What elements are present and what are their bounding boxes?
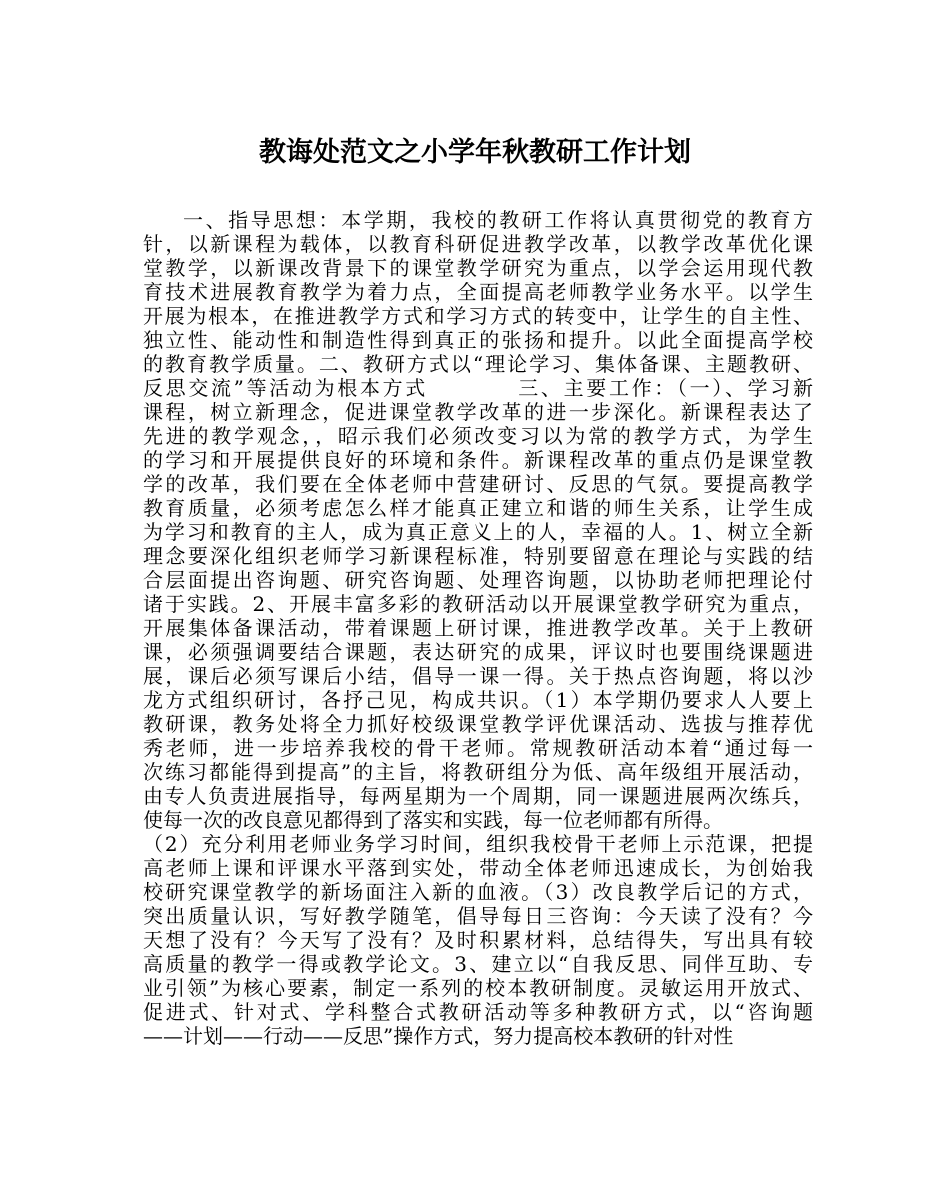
paragraph-line: 突出质量认识，写好教学随笔，倡导每日三咨询：今天读了没有？今 (143, 904, 813, 928)
paragraph-line: 促进式、针对式、学科整合式教研活动等多种教研方式，以“咨询题 (143, 1000, 813, 1024)
paragraph-line: 育技术进展教育教学为着力点，全面提高老师教学业务水平。以学生 (143, 280, 813, 304)
paragraph-line: 合层面提出咨询题、研究咨询题、处理咨询题，以协助老师把理论付 (143, 568, 813, 592)
paragraph-line: 一、指导思想：本学期，我校的教研工作将认真贯彻党的教育方 (183, 208, 813, 232)
paragraph-line: 校研究课堂教学的新场面注入新的血液。（3）改良教学后记的方式， (143, 880, 813, 904)
paragraph-line: 使每一次的改良意见都得到了落实和实践，每一位老师都有所得。 (143, 808, 723, 832)
paragraph-line: 学的改革，我们要在全体老师中营建研讨、反思的气氛。要提高教学 (143, 472, 813, 496)
paragraph-line: 秀老师，进一步培养我校的骨干老师。常规教研活动本着“通过每一 (143, 736, 813, 760)
document-title: 教诲处范文之小学年秋教研工作计划 (259, 137, 691, 168)
paragraph-line: 业引领”为核心要素，制定一系列的校本教研制度。灵敏运用开放式、 (143, 976, 813, 1000)
paragraph-line: 由专人负责进展指导，每两星期为一个周期，同一课题进展两次练兵， (143, 784, 813, 808)
paragraph-line: 课，必须强调要结合课题，表达研究的成果，评议时也要围绕课题进 (143, 640, 813, 664)
paragraph-line: 龙方式组织研讨，各抒己见，构成共识。（1）本学期仍要求人人要上 (143, 688, 813, 712)
paragraph-line: 课程，树立新理念，促进课堂教学改革的进一步深化。新课程表达了 (143, 400, 813, 424)
paragraph-line: 理念要深化组织老师学习新课程标准，特别要留意在理论与实践的结 (143, 544, 813, 568)
document-body (143, 208, 813, 1048)
paragraph-line: 的教育教学质量。二、教研方式以“理论学习、集体备课、主题教研、 (143, 352, 813, 376)
paragraph-line: 开展集体备课活动，带着课题上研讨课，推进教学改革。关于上教研 (143, 616, 813, 640)
paragraph-line: 先进的教学观念，，昭示我们必须改变习以为常的教学方式，为学生 (143, 424, 813, 448)
paragraph-line: 次练习都能得到提高”的主旨，将教研组分为低、高年级组开展活动， (143, 760, 813, 784)
paragraph-line: 教研课，教务处将全力抓好校级课堂教学评优课活动、选拔与推荐优 (143, 712, 813, 736)
paragraph-line: 高质量的教学一得或教学论文。3、建立以“自我反思、同伴互助、专 (143, 952, 813, 976)
paragraph-line: 的学习和开展提供良好的环境和条件。新课程改革的重点仍是课堂教 (143, 448, 813, 472)
paragraph-line: 教育质量，必须考虑怎么样才能真正建立和谐的师生关系，让学生成 (143, 496, 813, 520)
paragraph-line: （2）充分利用老师业务学习时间，组织我校骨干老师上示范课，把提 (143, 832, 813, 856)
paragraph-line: ——计划——行动——反思”操作方式，努力提高校本教研的针对性 (143, 1024, 734, 1048)
paragraph-line: 反思交流”等活动为根本方式 三、主要工作：（一）、学习新 (143, 376, 813, 400)
paragraph-line: 天想了没有？今天写了没有？及时积累材料，总结得失，写出具有较 (143, 928, 813, 952)
paragraph-line: 针，以新课程为载体，以教育科研促进教学改革，以教学改革优化课 (143, 232, 813, 256)
paragraph-line: 展，课后必须写课后小结，倡导一课一得。关于热点咨询题，将以沙 (143, 664, 813, 688)
paragraph-line: 独立性、能动性和制造性得到真正的张扬和提升。以此全面提高学校 (143, 328, 813, 352)
paragraph-line: 高老师上课和评课水平落到实处，带动全体老师迅速成长，为创始我 (143, 856, 813, 880)
paragraph-line: 堂教学，以新课改背景下的课堂教学研究为重点，以学会运用现代教 (143, 256, 813, 280)
paragraph-line: 诸于实践。2、开展丰富多彩的教研活动以开展课堂教学研究为重点， (143, 592, 813, 616)
paragraph-line: 为学习和教育的主人，成为真正意义上的人，幸福的人。1、树立全新 (143, 520, 813, 544)
paragraph-line: 开展为根本，在推进教学方式和学习方式的转变中，让学生的自主性、 (143, 304, 813, 328)
